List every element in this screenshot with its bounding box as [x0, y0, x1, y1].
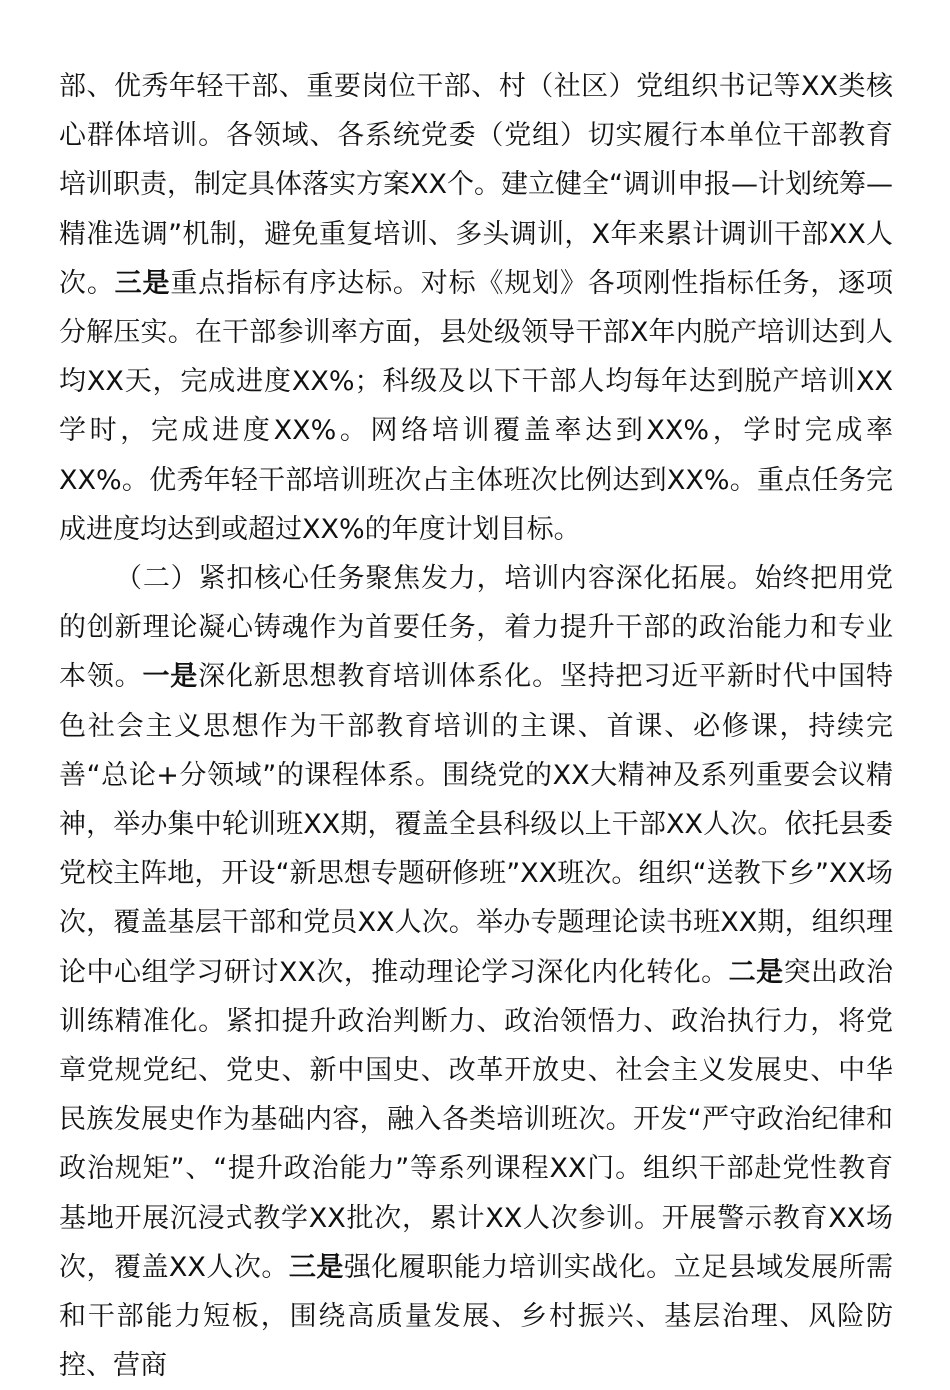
paragraph-2-text-1: （二）紧扣核心任务聚焦发力，培训内容深化拓展。始终把用党的创新理论凝心铸魂作为首要任务，着力提升干部的政治能力和专业本领。: [59, 563, 893, 693]
paragraph-2-text-3: 突出政治训练精准化。紧扣提升政治判断力、政治领悟力、政治执行力，将党章党规党纪、党史、新中国史、改革开放史、社会主义发展史、中华民族发展史作为基础内容，融入各类培训班次。开发“严守政治纪律和政治规矩”、“提升政治能力”等系列课程XX门。组织干部赴党性教育基地开展沉浸式教学XX批次，累计XX人次参训。开展警示教育XX场次，覆盖XX人次。: [59, 956, 894, 1283]
paragraph-1-text-2: 重点指标有序达标。对标《规划》各项刚性指标任务，逐项分解压实。在干部参训率方面，县处级领导干部X年内脱产培训达到人均XX天，完成进度XX%；科级及以下干部人均每年达到脱产培训XX学时，完成进度XX%。网络培训覆盖率达到XX%，学时完成率XX%。优秀年轻干部培训班次占主体班次比例达到XX%。重点任务完成进度均达到或超过XX%的年度计划目标。: [59, 267, 894, 545]
paragraph-2-bold-3: 三是: [288, 1251, 344, 1283]
paragraph-2: [59, 554, 893, 1390]
paragraph-2-text-2: 深化新思想教育培训体系化。坚持把习近平新时代中国特色社会主义思想作为干部教育培训的主课、首课、必修课，持续完善“总论+分领域”的课程体系。围绕党的XX大精神及系列重要会议精神，举办集中轮训班XX期，覆盖全县科级以上干部XX人次。依托县委党校主阵地，开设“新思想专题研修班”XX班次。组织“送教下乡”XX场次，覆盖基层干部和党员XX人次。举办专题理论读书班XX期，组织理论中心组学习研讨XX次，推动理论学习深化内化转化。: [59, 661, 894, 988]
paragraph-1-text-1: 部、优秀年轻干部、重要岗位干部、村（社区）党组织书记等XX类核心群体培训。各领域、各系统党委（党组）切实履行本单位干部教育培训职责，制定具体落实方案XX个。建立健全“调训申报—计划统筹—精准选调”机制，避免重复培训、多头调训，X年来累计调训干部XX人次。: [59, 71, 893, 299]
paragraph-1-bold-1: 三是: [114, 267, 171, 299]
paragraph-2-text-4: 强化履职能力培训实战化。立足县域发展所需和干部能力短板，围绕高质量发展、乡村振兴、基层治理、风险防控、营商: [59, 1251, 893, 1382]
paragraph-1: [59, 62, 893, 554]
paragraph-2-bold-2: 二是: [728, 956, 784, 988]
paragraph-2-bold-1: 一是: [142, 661, 199, 693]
document-page: [59, 62, 893, 1390]
